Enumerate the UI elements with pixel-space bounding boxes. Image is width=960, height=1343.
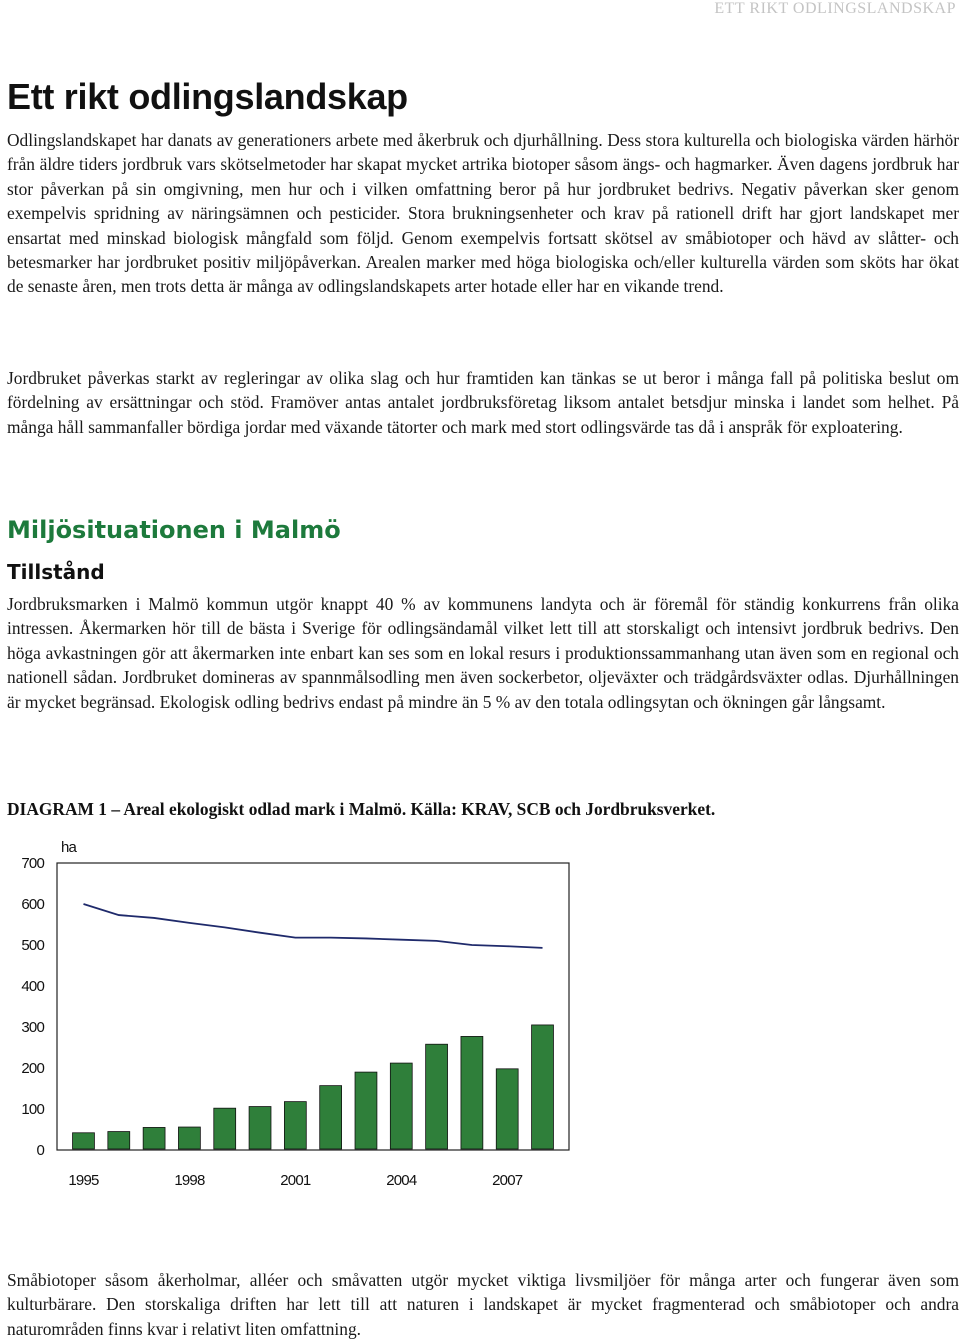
bar <box>390 1063 412 1149</box>
bar <box>284 1102 306 1149</box>
y-axis-label: ha <box>61 839 77 856</box>
x-tick-label: 2007 <box>492 1172 523 1189</box>
x-tick-label: 2004 <box>386 1172 417 1189</box>
x-tick-label: 1998 <box>174 1172 205 1189</box>
bar <box>178 1127 200 1149</box>
y-tick-label: 400 <box>21 978 44 995</box>
bar <box>320 1086 342 1149</box>
y-tick-label: 300 <box>21 1019 44 1036</box>
smallbiotope-paragraph: Småbiotoper såsom åkerholmar, alléer och småvatten utgör mycket viktiga livsmiljöer för många arter och fungerar även som kulturbärare. Den storskaliga driften har lett till att naturen i landskapet är mycket fragmenterad och småbiotoper och andra naturområden finns kvar i relativt liten omfattning. <box>7 1270 959 1339</box>
y-tick-label: 600 <box>21 896 44 913</box>
regulation-paragraph: Jordbruket påverkas starkt av regleringar av olika slag och hur framtiden kan tänkas se ut beror i många fall på politiska beslut om fördelning av ersättningar och stöd. Framöver antas antalet jordbruksföretag liksom antalet betsdjur minska i landet som helhet. På många håll sammanfaller bördiga jordar med växande tätorter och mark med stort odlingsvärde tas då i anspråk för exploatering. <box>7 368 959 437</box>
subsection-heading: Tillstånd <box>7 560 105 584</box>
x-tick-label: 1995 <box>68 1172 99 1189</box>
bar <box>496 1069 518 1149</box>
bar <box>426 1044 448 1149</box>
bar <box>73 1133 95 1149</box>
chart-bars <box>73 1025 554 1149</box>
y-tick-label: 0 <box>36 1142 44 1159</box>
bar <box>108 1132 130 1149</box>
bar <box>461 1036 483 1149</box>
status-paragraph: Jordbruksmarken i Malmö kommun utgör knappt 40 % av kommunens landyta och är föremål för ständig konkurrens från olika intressen. Åkermarken hör till de bästa i Sverige för odlingsändamål vilket lett till att storskaligt och intensivt jordbruk bedrivs. Den höga avkastningen gör att åkermarken inte enbart kan ses som en lokal resurs i produktionssammanhang utan även som en regional och nationell sådan. Jordbruket domineras av spannmålsodling men även sockerbetor, oljeväxter och trädgårdsväxter odlas. Djurhållningen är mycket begränsad. Ekologisk odling bedrivs endast på mindre än 5 % av den totala odlingsytan och ökningen går långsamt. <box>7 594 959 712</box>
chart-line <box>83 904 542 948</box>
y-tick-label: 100 <box>21 1101 44 1118</box>
bar <box>249 1107 271 1149</box>
chart-y-tick-labels <box>21 855 44 1159</box>
y-tick-label: 500 <box>21 937 44 954</box>
intro-paragraph: Odlingslandskapet har danats av generationers arbete med åkerbruk och djurhållning. Dess stora kulturella och biologiska värden härhör från äldre tiders jordbruk vars skötselmetoder har skapat mycket artrika biotoper såsom ängs- och hagmarker. Även dagens jordbruk har stor påverkan på sin omgivning, men hur och i vilken omfattning beror på hur jordbruket bedrivs. Negativ påverkan sker genom exempelvis spridning av näringsämnen och pesticider. Stora brukningsenheter och krav på rationell drift har gjort landskapet mer ensartat med minskad biologisk mångfald som följd. Genom exempelvis fortsatt skötsel av småbiotoper och hävd av slåtter- och betesmarker har jordbruket positiv miljöpåverkan. Arealen marker med höga biologiska och/eller kulturella värden som sköts har ökat de senaste åren, men trots detta är många av odlingslandskapets arter hotade eller har en vikande trend. <box>7 130 959 297</box>
bar <box>143 1127 165 1149</box>
bar <box>355 1072 377 1149</box>
series-line <box>83 904 542 948</box>
chart-plot-frame <box>57 863 569 1150</box>
x-tick-label: 2001 <box>280 1172 311 1189</box>
bar <box>532 1025 554 1149</box>
bar <box>214 1108 236 1149</box>
diagram-caption: DIAGRAM 1 – Areal ekologiskt odlad mark i Malmö. Källa: KRAV, SCB och Jordbruksverket. <box>7 799 716 819</box>
chart-x-tick-labels <box>68 1172 522 1189</box>
page-title: Ett rikt odlingslandskap <box>7 76 408 117</box>
chart-axes <box>57 839 569 1150</box>
running-header: ETT RIKT ODLINGSLANDSKAP <box>714 0 956 17</box>
section-heading: Miljösituationen i Malmö <box>7 516 341 544</box>
organic-area-chart <box>0 830 600 1200</box>
y-tick-label: 200 <box>21 1060 44 1077</box>
y-tick-label: 700 <box>21 855 44 872</box>
